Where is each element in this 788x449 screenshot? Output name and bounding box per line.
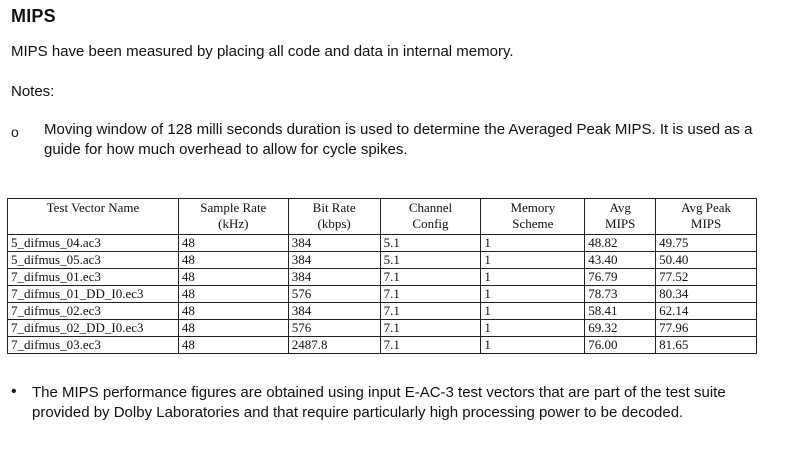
- table-cell: 7.1: [380, 337, 481, 354]
- column-header-line: Sample Rate: [200, 200, 267, 215]
- table-cell: 78.73: [585, 286, 656, 303]
- table-cell: 7_difmus_01.ec3: [8, 269, 179, 286]
- table-cell: 1: [481, 303, 585, 320]
- table-cell: 58.41: [585, 303, 656, 320]
- table-cell: 5_difmus_05.ac3: [8, 252, 179, 269]
- table-cell: 5.1: [380, 252, 481, 269]
- bullet-icon: •: [11, 383, 17, 400]
- column-header-line: Avg Peak: [681, 200, 732, 215]
- table-cell: 77.96: [656, 320, 757, 337]
- column-header-line: Config: [412, 216, 449, 231]
- table-cell: 48: [178, 269, 288, 286]
- table-cell: 1: [481, 269, 585, 286]
- table-cell: 7_difmus_02.ec3: [8, 303, 179, 320]
- table-cell: 1: [481, 320, 585, 337]
- column-header: [178, 199, 288, 235]
- table-row: [8, 269, 757, 286]
- table-cell: 2487.8: [288, 337, 380, 354]
- column-header: [481, 199, 585, 235]
- column-header: [288, 199, 380, 235]
- column-header-line: MIPS: [605, 216, 636, 231]
- table-cell: 1: [481, 286, 585, 303]
- intro-paragraph: MIPS have been measured by placing all code and data in internal memory.: [11, 43, 514, 60]
- column-header: [8, 199, 179, 235]
- table-cell: 7.1: [380, 303, 481, 320]
- table-cell: 7.1: [380, 286, 481, 303]
- column-header-line: Channel: [408, 200, 453, 215]
- table-cell: 7_difmus_01_DD_I0.ec3: [8, 286, 179, 303]
- notes-label: Notes:: [11, 83, 55, 100]
- table-row: [8, 303, 757, 320]
- column-header-line: Avg: [609, 200, 631, 215]
- column-header-line: Scheme: [512, 216, 554, 231]
- table-cell: 80.34: [656, 286, 757, 303]
- table-cell: 76.00: [585, 337, 656, 354]
- column-header-line: Memory: [510, 200, 556, 215]
- table-cell: 7_difmus_02_DD_I0.ec3: [8, 320, 179, 337]
- column-header: [380, 199, 481, 235]
- table-cell: 76.79: [585, 269, 656, 286]
- table-cell: 77.52: [656, 269, 757, 286]
- column-header-line: (kbps): [317, 216, 351, 231]
- table-row: [8, 235, 757, 252]
- table-cell: 48: [178, 252, 288, 269]
- table-cell: 48.82: [585, 235, 656, 252]
- table-body: [8, 235, 757, 354]
- table-cell: 384: [288, 303, 380, 320]
- table-cell: 5_difmus_04.ac3: [8, 235, 179, 252]
- table-cell: 1: [481, 235, 585, 252]
- table-row: [8, 286, 757, 303]
- table-row: [8, 320, 757, 337]
- page-title: MIPS: [11, 6, 56, 26]
- table-row: [8, 252, 757, 269]
- table-cell: 49.75: [656, 235, 757, 252]
- table-cell: 48: [178, 235, 288, 252]
- table-cell: 576: [288, 320, 380, 337]
- table-cell: 576: [288, 286, 380, 303]
- column-header-line: Bit Rate: [312, 200, 356, 215]
- table-cell: 7_difmus_03.ec3: [8, 337, 179, 354]
- table-header: [8, 199, 757, 235]
- table-header-row: [8, 199, 757, 235]
- mips-table: [7, 198, 757, 354]
- column-header-line: MIPS: [690, 216, 722, 231]
- hollow-bullet-icon: o: [11, 124, 19, 140]
- table-cell: 43.40: [585, 252, 656, 269]
- table-cell: 1: [481, 252, 585, 269]
- table-cell: 50.40: [656, 252, 757, 269]
- table-cell: 384: [288, 235, 380, 252]
- table-cell: 7.1: [380, 320, 481, 337]
- table-cell: 81.65: [656, 337, 757, 354]
- note-performance-figures: The MIPS performance figures are obtained using input E-AC-3 test vectors that are part of the test suite provided by Dolby Laboratories and that require particularly high processing power to be decoded.: [32, 384, 726, 421]
- column-header: [585, 199, 656, 235]
- table-cell: 48: [178, 303, 288, 320]
- table-cell: 7.1: [380, 269, 481, 286]
- table-cell: 62.14: [656, 303, 757, 320]
- table-cell: 69.32: [585, 320, 656, 337]
- table-cell: 48: [178, 286, 288, 303]
- column-header-line: (kHz): [218, 216, 249, 231]
- column-header: [656, 199, 757, 235]
- table-row: [8, 337, 757, 354]
- note-moving-window: Moving window of 128 milli seconds duration is used to determine the Averaged Peak MIPS. It is used as a guide for how much overhead to allow for cycle spikes.: [44, 121, 753, 158]
- column-header-line: Test Vector Name: [46, 200, 140, 215]
- table-cell: 5.1: [380, 235, 481, 252]
- table-cell: 384: [288, 252, 380, 269]
- table-cell: 384: [288, 269, 380, 286]
- table-cell: 1: [481, 337, 585, 354]
- table-cell: 48: [178, 337, 288, 354]
- table-cell: 48: [178, 320, 288, 337]
